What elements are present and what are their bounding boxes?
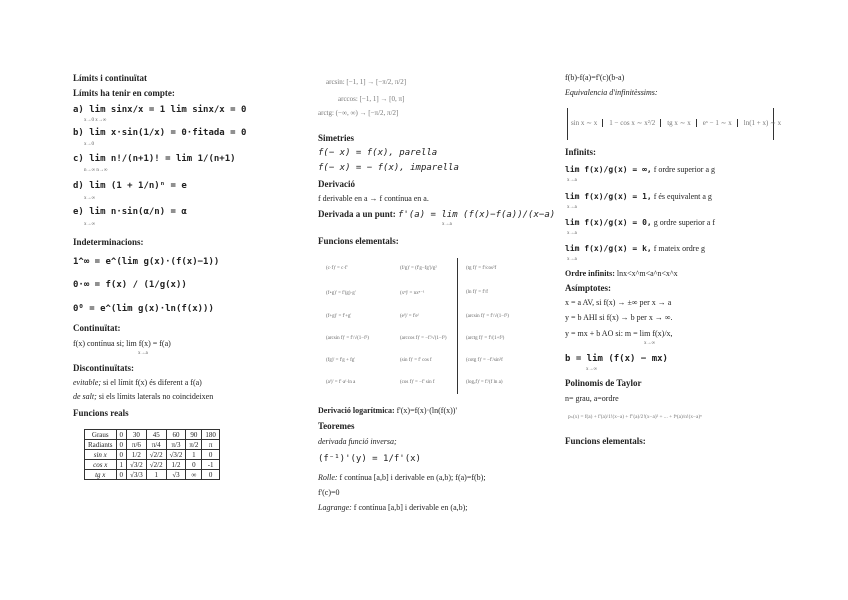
derivative-rule: (sin f)' = f' cos f [400,358,432,363]
trig-table-cell: √2/2 [146,460,166,470]
derivative-rule: (arcsin f)' = f'/√(1−f²) [466,314,509,319]
trig-table-row [85,460,220,470]
derivada-punt-sub: x→a [442,222,452,227]
trig-table-row [85,430,220,440]
arctg-domain: arctg: (−∞, ∞) → [−π/2, π/2] [318,109,399,117]
trig-table-cell: π/4 [146,440,166,450]
derivada-punt [318,210,555,220]
trig-table-cell: 0 [202,470,220,480]
asimptota-horitzontal: y = b AHI si f(x) → b per x → ∞. [565,313,673,322]
equivalencia-item: 1 − cos x ∼ x²/2 [609,119,661,127]
trig-table-cell: π/2 [186,440,202,450]
limit-c: c) lim n!/(n+1)! = lim 1/(n+1) [73,154,236,164]
indet-3: 0⁰ = e^(lim g(x)·ln(f(x))) [73,304,214,314]
equivalencia-box [567,108,782,140]
trig-table-cell: 45 [146,430,166,440]
trig-table-cell: 0 [116,450,127,460]
infinit-3-sub: x→a [567,231,577,236]
trig-table-cell: 0 [186,460,202,470]
heading-limits: Límits i continuïtat [73,73,148,83]
infinit-4-text: f mateix ordre g [651,244,706,253]
trig-table-cell: π/6 [127,440,147,450]
limit-b: b) lim x·sin(1/x) = 0·fitada = 0 [73,128,247,138]
infinit-4 [565,245,705,253]
trig-table-cell: √3/2 [127,460,147,470]
infinit-1-formula: lim f(x)/g(x) = ∞, [565,165,652,174]
derivative-rule: (tg f)' = f'/cos²f [466,266,497,271]
teorema-inversa: derivada funció inversa; [318,437,397,446]
heading-taylor: Polinomis de Taylor [565,378,642,388]
infinit-1-text: f ordre superior a g [651,165,716,174]
derivative-rule: (arcsin f)' = f'/√(1−f²) [326,336,369,341]
trig-table-cell: 180 [202,430,220,440]
infinit-2 [565,193,712,201]
continuitat-text: f(x) contínua si; lim f(x) = f(a) [73,339,171,348]
heading-derivacio: Derivació [318,179,355,189]
trig-table-cell: 0 [116,470,127,480]
trig-table-cell: π/3 [166,440,186,450]
derivative-rule: (arccos f)' = −f'/√(1−f²) [400,336,447,341]
heading-asimptotes: Asímptotes: [565,283,611,293]
limit-a: a) lim sinx/x = 1 lim sinx/x = 0 [73,105,247,115]
limit-e: e) lim n·sin(α/n) = α [73,207,187,217]
trig-table-row-header: sin x [85,450,117,460]
heading-funcions-elementals-2: Funcions elementals: [565,436,646,446]
arcsin-domain: arcsin: [−1, 1] → [−π/2, π/2] [326,78,407,86]
disc-salt [73,393,213,401]
taylor-text: n= grau, a=ordre [565,394,619,403]
derivada-punt-formula: f'(a) = lim (f(x)−f(a))/(x−a) [398,210,556,220]
taylor-formula: pₙ(x) = f(a) + f'(a)/1!(x−a) + f''(a)/2!(x−a)² + ... + fⁿ(a)/n!(x−a)ⁿ [568,414,702,420]
trig-table-row-header: cos x [85,460,117,470]
trig-table-cell: 0 [116,440,127,450]
equivalencia-item: sin x ∼ x [571,119,603,127]
trig-table-cell: 90 [186,430,202,440]
limit-d-sub: x→∞ [84,196,96,201]
heading-infinits: Infinits: [565,147,597,157]
derivative-rule: (f/g)' = (f'g−fg')/g² [400,266,437,271]
trig-table-row-header: Graus [85,430,117,440]
teorema-inversa-formula: (f⁻¹)'(y) = 1/f'(x) [318,454,421,464]
equivalencia-item: ln(1 + x) ∼ x [743,119,782,127]
trig-table-cell: 0 [116,430,127,440]
derivative-rule: (arctg f)' = f'/(1+f²) [466,336,505,341]
indet-1: 1^∞ = e^(lim g(x)·(f(x)−1)) [73,257,220,267]
teorema-lagrange [318,504,468,512]
trig-table-cell: √2/2 [146,450,166,460]
trig-table-cell: √3/2 [166,450,186,460]
derivada-punt-label: Derivada a un punt: [318,209,396,219]
heading-simetries: Simetries [318,133,354,143]
derivative-rule: (cotg f)' = −f'/sin²f [466,358,503,363]
trig-table-cell: 0 [202,450,220,460]
heading-funcions-elementals: Funcions elementals: [318,236,399,246]
trig-table-cell: 30 [127,430,147,440]
infinit-2-formula: lim f(x)/g(x) = 1, [565,192,652,201]
rolle-label: Rolle: [318,473,338,482]
limit-d: d) lim (1 + 1/n)ⁿ = e [73,181,187,191]
infinit-3-formula: lim f(x)/g(x) = 0, [565,218,652,227]
heading-continuitat: Continuïtat: [73,323,121,333]
infinit-3-text: g ordre superior a f [651,218,716,227]
ordre-label: Ordre infinits: [565,269,615,278]
heading-indeterminacions: Indeterminacions: [73,237,144,247]
trig-table-cell: √3 [166,470,186,480]
limit-e-sub: x→∞ [84,222,96,227]
disc-evitable-label: evitable; [73,378,101,387]
asimptota-obliqua: y = mx + b AO si: m = lim f(x)/x, [565,329,673,338]
trig-table-cell: 1 [146,470,166,480]
simetria-parella: f(− x) = f(x), parella [318,148,438,158]
indet-2: 0·∞ = f(x) / (1/g(x)) [73,280,187,290]
derivative-rule: (fg)' = f'g + fg' [326,358,356,363]
derivacio-text: f derivable en a → f contínua en a. [318,194,429,203]
derivative-rule: (eᶠ)' = f'eᶠ [400,314,419,319]
infinit-1 [565,166,715,174]
elementals-divider [457,258,458,394]
heading-limits-tenir: Límits ha tenir en compte: [73,88,175,98]
asimptota-b-sub: x→∞ [586,367,598,372]
ordre-infinits [565,270,678,278]
trig-table-row-header: Radiants [85,440,117,450]
limit-a-sub: x→0 x→∞ [84,118,107,123]
trig-table-row-header: tg x [85,470,117,480]
disc-evitable-text: si el límit f(x) és diferent a f(a) [100,378,202,387]
equivalencia-label: Equivalencia d'infinitèssims: [565,88,658,97]
derivative-rule: (cos f)' = −f' sin f [400,380,435,385]
equivalencia-row [571,120,792,127]
asimptota-b: b = lim (f(x) − mx) [565,354,668,364]
heading-funcions-reals: Funcions reals [73,408,129,418]
derivative-rule: (f∘g)' = f'(g)·g' [326,291,356,296]
derivacio-logaritmica [318,407,457,415]
derivative-rule: (ln f)' = f'/f [466,290,488,295]
trig-table-row [85,470,220,480]
derivative-rule: (aᶠ)' = f'·aᶠ·ln a [326,380,356,385]
arccos-domain: arccos: [−1, 1] → [0, π] [338,95,405,103]
equivalencia-item: eˣ − 1 ∼ x [703,119,738,127]
derivative-rule: (f+g)' = f'+g' [326,314,352,319]
heading-teoremes: Teoremes [318,421,355,431]
infinit-4-formula: lim f(x)/g(x) = k, [565,244,652,253]
lagrange-text: f contínua [a,b] i derivable en (a,b); [351,503,468,512]
trig-table-cell: 1/2 [166,460,186,470]
trig-table-cell: -1 [202,460,220,470]
limit-b-sub: x→0 [84,142,94,147]
derivative-rule: (xⁿ)' = nxⁿ⁻¹ [400,291,425,296]
disc-evitable [73,379,202,387]
rolle-text: f contínua [a,b] i derivable en (a,b); f(a)=f(b); [337,473,486,482]
infinit-2-sub: x→a [567,205,577,210]
trig-table-cell: 1 [186,450,202,460]
infinit-4-sub: x→a [567,257,577,262]
disc-salt-label: de salt; [73,392,97,401]
heading-discontinuitats: Discontinuïtats: [73,363,135,373]
disc-salt-text: si els límits laterals no coincideixen [96,392,214,401]
trig-table-cell: ∞ [186,470,202,480]
derivacio-log-text: f'(x)=f(x)·(ln(f(x))' [394,406,457,415]
continuitat-sub: x→a [138,351,148,356]
trig-table [84,429,220,480]
asimptota-vertical: x = a AV, si f(x) → ±∞ per x → a [565,298,672,307]
derivative-rule: (c·f)' = c·f' [326,266,348,271]
trig-table-cell: √3/3 [127,470,147,480]
trig-table-row [85,440,220,450]
lagrange-label: Lagrange: [318,503,352,512]
teorema-rolle [318,474,486,482]
valor-mitja: f(b)-f(a)=f'(c)(b-a) [565,73,625,82]
simetria-imparella: f(− x) = − f(x), imparella [318,163,459,173]
infinit-2-text: f és equivalent a g [651,192,712,201]
trig-table-cell: π [202,440,220,450]
trig-table-cell: 1/2 [127,450,147,460]
derivative-rule: (logₐf)' = f'/(f ln a) [466,380,503,385]
asimptota-obliqua-sub: x→∞ [644,341,656,346]
infinit-1-sub: x→a [567,178,577,183]
infinit-3 [565,219,715,227]
trig-table-cell: 1 [116,460,127,470]
trig-table-cell: 60 [166,430,186,440]
teorema-rolle-cont: f'(c)=0 [318,488,340,497]
equivalencia-item: tg x ∼ x [667,119,697,127]
ordre-text: lnx<x^m<a^n<x^x [614,269,678,278]
trig-table-row [85,450,220,460]
derivacio-log-label: Derivació logarítmica: [318,406,395,415]
limit-c-sub: n→∞ n→∞ [84,168,108,173]
